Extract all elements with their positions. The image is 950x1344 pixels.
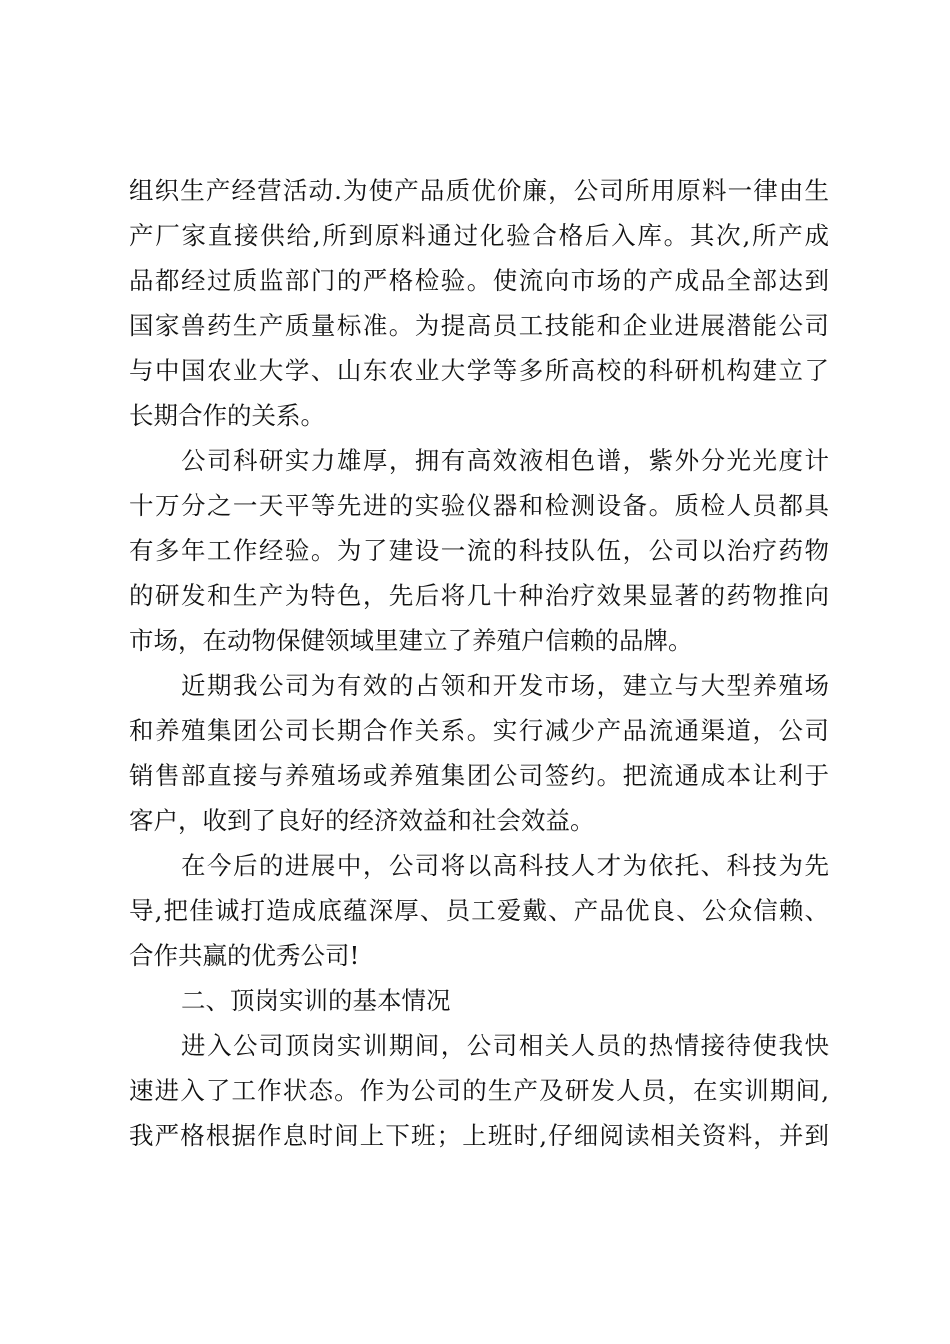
text-line: 在今后的进展中，公司将以高科技人才为依托、科技为先 — [181, 851, 829, 880]
text-line: 产厂家直接供给,所到原料通过化验合格后入库。其次,所产成 — [129, 221, 829, 250]
text-line: 品都经过质监部门的严格检验。使流向市场的产成品全部达到 — [129, 266, 829, 295]
text-line: 有多年工作经验。为了建设一流的科技队伍，公司以治疗药物 — [129, 536, 829, 565]
text-line: 合作共赢的优秀公司! — [129, 941, 360, 970]
text-line: 进入公司顶岗实训期间，公司相关人员的热情接待使我快 — [181, 1031, 829, 1060]
text-line: 十万分之一天平等先进的实验仪器和检测设备。质检人员都具 — [129, 491, 829, 520]
text-line: 近期我公司为有效的占领和开发市场，建立与大型养殖场 — [181, 671, 829, 700]
text-line: 国家兽药生产质量标准。为提高员工技能和企业进展潜能公司 — [129, 311, 829, 340]
text-line: 我严格根据作息时间上下班；上班时,仔细阅读相关资料，并到 — [129, 1121, 829, 1150]
text-line: 和养殖集团公司长期合作关系。实行减少产品流通渠道，公司 — [129, 716, 829, 745]
text-line: 客户，收到了良好的经济效益和社会效益。 — [129, 806, 595, 835]
document-body — [129, 168, 829, 1158]
text-line: 的研发和生产为特色，先后将几十种治疗效果显著的药物推向 — [129, 581, 829, 610]
text-line: 公司科研实力雄厚，拥有高效液相色谱，紫外分光光度计 — [181, 446, 829, 475]
text-line: 组织生产经营活动.为使产品质优价廉，公司所用原料一律由生 — [129, 176, 829, 205]
text-line: 导,把佳诚打造成底蕴深厚、员工爱戴、产品优良、公众信赖、 — [129, 896, 829, 925]
text-line: 与中国农业大学、山东农业大学等多所高校的科研机构建立了 — [129, 356, 829, 385]
text-line: 市场，在动物保健领域里建立了养殖户信赖的品牌。 — [129, 626, 693, 655]
text-line: 销售部直接与养殖场或养殖集团公司签约。把流通成本让利于 — [129, 761, 829, 790]
text-line: 速进入了工作状态。作为公司的生产及研发人员，在实训期间, — [129, 1076, 829, 1105]
section-heading: 二、顶岗实训的基本情况 — [181, 986, 451, 1015]
text-line: 长期合作的关系。 — [129, 401, 325, 430]
